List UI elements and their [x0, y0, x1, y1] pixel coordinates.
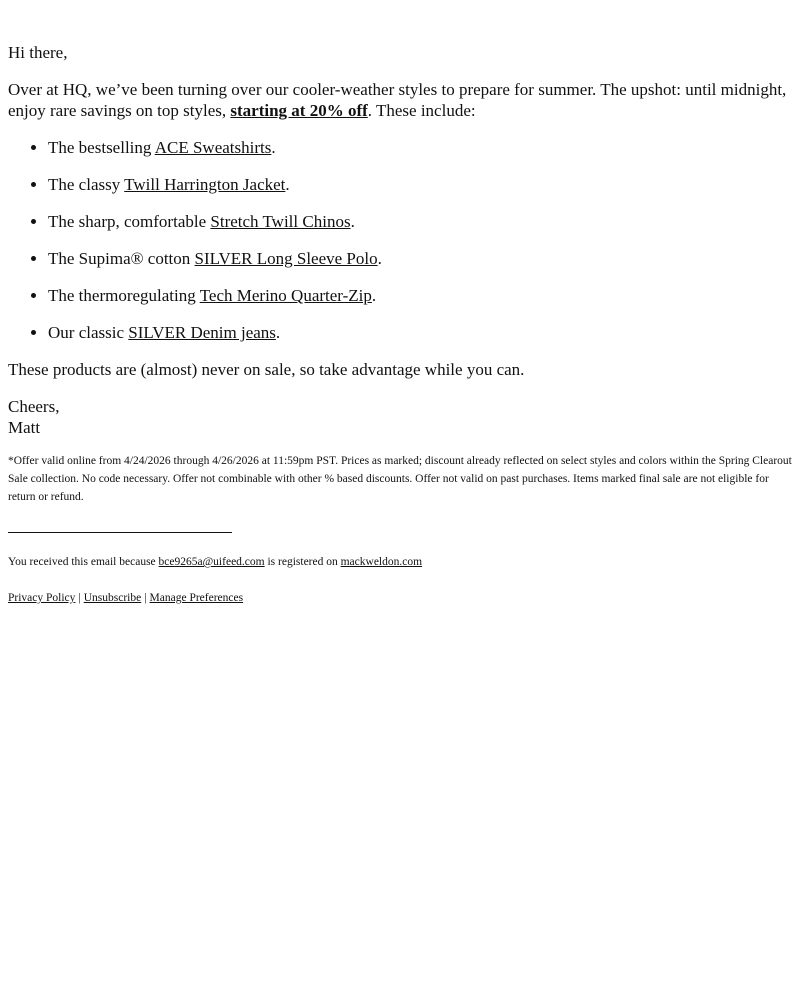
- product-prefix: The Supima® cotton: [48, 249, 195, 268]
- intro-paragraph: [8, 79, 792, 121]
- offer-link[interactable]: starting at 20% off: [230, 101, 368, 120]
- greeting: Hi there,: [8, 43, 68, 62]
- link-separator: |: [144, 592, 147, 604]
- product-link-ace-sweatshirts[interactable]: ACE Sweatshirts: [154, 138, 272, 157]
- offer-disclaimer: *Offer valid online from 4/24/2026 through 4/26/2026 at 11:59pm PST. Prices as marked; discount already reflected on select styles and colors within the Spring Clearout Sale collection. No code necessary. Offer not combinable with other % based discounts. Offer not valid on past purchases. Items marked final sale are not eligible for return or refund.: [8, 455, 792, 503]
- product-prefix: Our classic: [48, 323, 129, 342]
- product-suffix: .: [371, 286, 377, 305]
- product-link-silver-denim-jeans[interactable]: SILVER Denim jeans: [128, 323, 276, 342]
- privacy-policy-link[interactable]: Privacy Policy: [8, 592, 76, 604]
- product-suffix: .: [285, 175, 290, 194]
- product-link-stretch-twill-chinos[interactable]: Stretch Twill Chinos: [210, 212, 351, 231]
- product-prefix: The sharp, comfortable: [48, 212, 211, 231]
- intro-text: Over at HQ, we’ve been turning over our cooler-weather styles to prepare for summer. The upshot: until midnight, enjoy rare savings on top styles,: [8, 80, 787, 120]
- link-separator: |: [78, 592, 81, 604]
- signoff-line: Cheers,: [8, 397, 60, 416]
- received-mid: is registered on: [264, 556, 341, 568]
- product-link-tech-merino-quarter-zip[interactable]: Tech Merino Quarter-Zip: [199, 286, 372, 305]
- intro-tail: . These include:: [367, 101, 476, 120]
- manage-preferences-link[interactable]: Manage Preferences: [149, 592, 244, 604]
- product-prefix: The classy: [48, 175, 125, 194]
- received-prefix: You received this email because: [8, 556, 159, 568]
- footer-divider: [8, 532, 232, 533]
- list-item: [48, 322, 792, 343]
- product-suffix: .: [271, 138, 276, 157]
- unsubscribe-link[interactable]: Unsubscribe: [83, 592, 142, 604]
- product-prefix: The bestselling: [48, 138, 155, 157]
- list-item: [48, 137, 792, 158]
- product-suffix: .: [275, 323, 281, 342]
- list-item: [48, 211, 792, 232]
- footer-links: [8, 589, 792, 607]
- product-list: [8, 137, 792, 343]
- closing-paragraph: These products are (almost) never on sale, so take advantage while you can.: [8, 360, 525, 379]
- signature-name: Matt: [8, 418, 41, 437]
- product-prefix: The thermoregulating: [48, 286, 200, 305]
- list-item: [48, 248, 792, 269]
- product-suffix: .: [377, 249, 382, 268]
- list-item: [48, 285, 792, 306]
- received-notice: [8, 553, 792, 571]
- list-item: [48, 174, 792, 195]
- recipient-email-link[interactable]: bce9265a@uifeed.com: [158, 556, 265, 568]
- product-link-silver-long-sleeve-polo[interactable]: SILVER Long Sleeve Polo: [194, 249, 378, 268]
- product-link-twill-harrington-jacket[interactable]: Twill Harrington Jacket: [124, 175, 286, 194]
- site-link[interactable]: mackweldon.com: [340, 556, 423, 568]
- signoff: [8, 396, 792, 438]
- product-suffix: .: [350, 212, 355, 231]
